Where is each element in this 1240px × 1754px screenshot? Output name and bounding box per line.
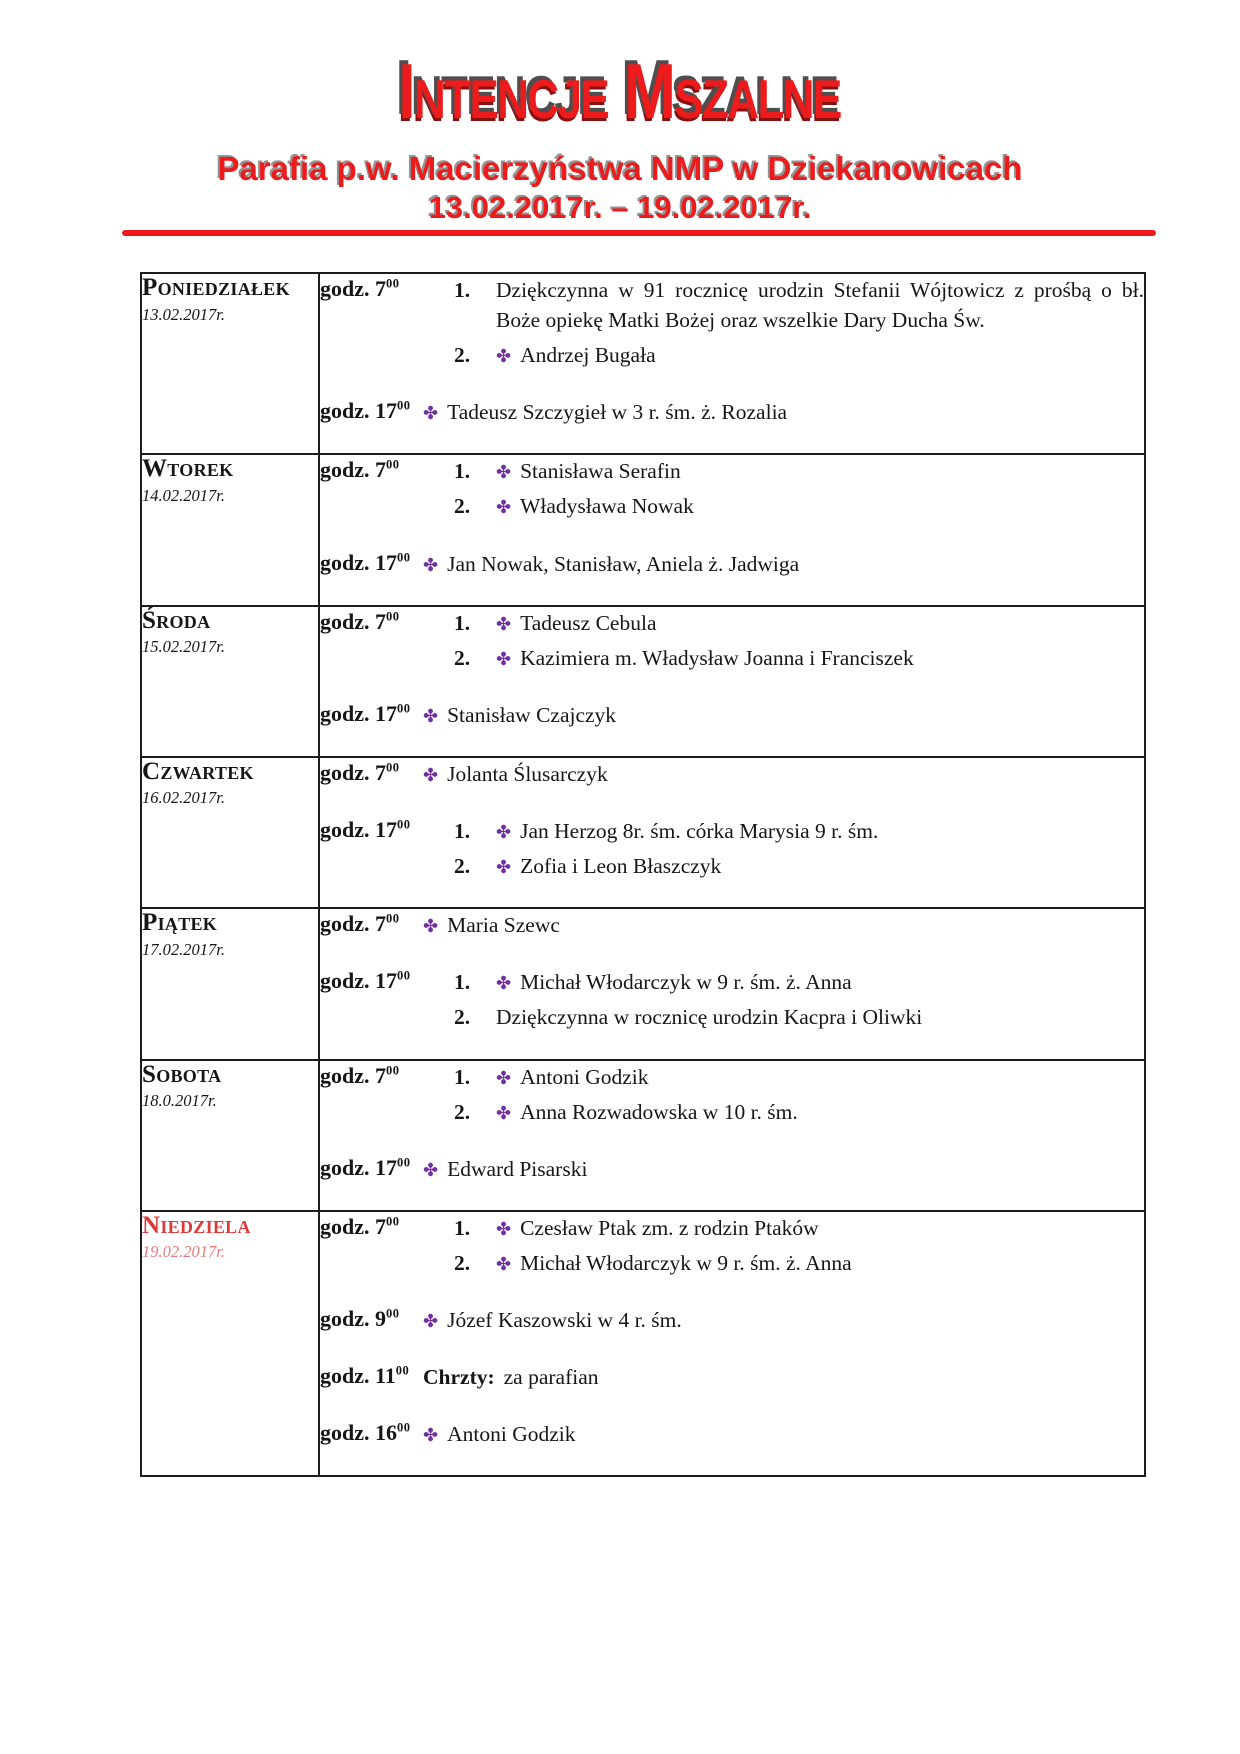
day-cell	[141, 1211, 319, 1476]
day-date: 15.02.2017r.	[142, 637, 225, 657]
intention-line	[423, 1213, 1144, 1243]
mass-entry	[320, 909, 1144, 945]
mass-time-sup: 00	[386, 1063, 400, 1078]
table-row	[141, 1211, 1145, 1476]
mass-time-label: godz. 7	[320, 759, 386, 785]
day-date: 14.02.2017r.	[142, 485, 225, 505]
intentions-list	[423, 1061, 1144, 1132]
mass-time-label: godz. 7	[320, 1062, 386, 1088]
intention-text: ✤ Maria Szewc	[423, 913, 560, 938]
mass-time-sup: 00	[397, 701, 411, 716]
mass-time-label: godz. 17	[320, 398, 397, 424]
page-title: Intencje Mszalne	[398, 47, 842, 135]
intention-line	[423, 1002, 1144, 1032]
cross-icon: ✤	[496, 648, 512, 670]
mass-entry	[320, 758, 1144, 794]
day-name: Środa	[142, 606, 211, 634]
mass-time-label: godz. 9	[320, 1305, 386, 1331]
intention-text: ✤ Władysława Nowak	[496, 494, 694, 519]
intentions-list	[423, 1361, 1144, 1397]
mass-entry	[320, 455, 1144, 526]
day-name: Piątek	[142, 909, 218, 937]
mass-time	[320, 1304, 423, 1340]
intention-line	[423, 816, 1144, 846]
intention-line	[423, 340, 1144, 370]
mass-time	[320, 1212, 423, 1283]
mass-time-sup: 00	[386, 760, 400, 775]
intention-line	[423, 1154, 1144, 1184]
cross-icon: ✤	[496, 497, 512, 519]
intention-number: 2.	[454, 854, 471, 879]
table-row	[141, 273, 1145, 454]
mass-time-sup: 00	[386, 1306, 400, 1321]
intentions-list	[423, 548, 1144, 584]
intention-number: 1.	[454, 970, 471, 995]
mass-entry	[320, 396, 1144, 432]
intention-text: ✤ Czesław Ptak zm. z rodzin Ptaków	[496, 1215, 819, 1240]
intention-text: ✤ Józef Kaszowski w 4 r. śm.	[423, 1307, 682, 1332]
cross-icon: ✤	[496, 462, 512, 484]
intention-text: ✤ Jan Nowak, Stanisław, Aniela ż. Jadwiga	[423, 551, 800, 576]
intention-line	[423, 910, 1144, 940]
day-cell	[141, 1060, 319, 1211]
masses-cell	[319, 1060, 1145, 1211]
date-range: 13.02.2017r. – 19.02.2017r.	[428, 189, 812, 225]
document-header	[0, 47, 1240, 225]
mass-time	[320, 607, 423, 678]
masses-cell	[319, 757, 1145, 908]
intention-line	[423, 456, 1144, 486]
intention-text: ✤ Tadeusz Szczygieł w 3 r. śm. ż. Rozalia	[423, 400, 788, 425]
mass-time	[320, 548, 423, 584]
mass-entry	[320, 1212, 1144, 1283]
mass-entry	[320, 1153, 1144, 1189]
mass-time-sup: 00	[386, 458, 400, 473]
mass-time-sup: 00	[386, 911, 400, 926]
masses-cell	[319, 606, 1145, 757]
mass-time-label: godz. 17	[320, 700, 397, 726]
mass-entry	[320, 607, 1144, 678]
mass-entry	[320, 699, 1144, 735]
cross-icon: ✤	[423, 554, 439, 576]
day-name: Czwartek	[142, 757, 254, 785]
intention-number: 2.	[454, 1250, 471, 1275]
cross-icon: ✤	[423, 403, 439, 425]
intention-number: 1.	[454, 610, 471, 635]
day-date: 13.02.2017r.	[142, 304, 225, 324]
mass-time-label: godz. 17	[320, 1154, 397, 1180]
day-date: 19.02.2017r.	[142, 1242, 225, 1262]
table-row	[141, 908, 1145, 1059]
intention-text: ✤ Zofia i Leon Błaszczyk	[496, 854, 722, 879]
intention-text: ✤ Michał Włodarczyk w 9 r. śm. ż. Anna	[496, 1250, 852, 1275]
mass-time-label: godz. 7	[320, 911, 386, 937]
cross-icon: ✤	[423, 916, 439, 938]
mass-time-sup: 00	[397, 1420, 411, 1435]
masses-cell	[319, 273, 1145, 454]
intention-text: ✤ Michał Włodarczyk w 9 r. śm. ż. Anna	[496, 970, 852, 995]
mass-time-label: godz. 16	[320, 1420, 397, 1446]
day-name: Poniedziałek	[142, 274, 290, 301]
intention-number: 1.	[454, 1064, 471, 1089]
intention-number: 2.	[454, 343, 471, 368]
intention-text: ✤ Kazimiera m. Władysław Joanna i Franciszek	[496, 645, 914, 670]
intention-line	[423, 397, 1144, 427]
intention-number: 2.	[454, 1099, 471, 1124]
mass-entry	[320, 548, 1144, 584]
mass-time	[320, 966, 423, 1037]
intention-number: 1.	[454, 819, 471, 844]
intention-number: 2.	[454, 645, 471, 670]
cross-icon: ✤	[496, 346, 512, 368]
intention-text: ✤ Andrzej Bugała	[496, 343, 656, 368]
day-date: 17.02.2017r.	[142, 939, 225, 959]
intention-line	[423, 1097, 1144, 1127]
mass-time	[320, 699, 423, 735]
intentions-list	[423, 815, 1144, 886]
intention-line	[423, 1419, 1144, 1449]
day-date: 16.02.2017r.	[142, 788, 225, 808]
intention-line	[423, 608, 1144, 638]
intentions-list	[423, 758, 1144, 794]
day-name: Sobota	[142, 1060, 222, 1088]
intentions-list	[423, 699, 1144, 735]
intentions-list	[423, 966, 1144, 1037]
mass-entry	[320, 815, 1144, 886]
cross-icon: ✤	[496, 1253, 512, 1275]
mass-entry	[320, 1061, 1144, 1132]
mass-time	[320, 1153, 423, 1189]
mass-time	[320, 274, 423, 375]
masses-cell	[319, 908, 1145, 1059]
mass-time-sup: 00	[397, 968, 411, 983]
mass-entry	[320, 966, 1144, 1037]
intentions-list	[423, 1153, 1144, 1189]
intentions-list	[423, 1304, 1144, 1340]
day-cell	[141, 908, 319, 1059]
masses-cell	[319, 1211, 1145, 1476]
intention-number: 2.	[454, 1005, 471, 1030]
parish-subtitle: Parafia p.w. Macierzyństwa NMP w Dziekanowicach	[217, 150, 1023, 187]
mass-schedule-table	[140, 272, 1146, 1477]
mass-time	[320, 1418, 423, 1454]
cross-icon: ✤	[496, 857, 512, 879]
cross-icon: ✤	[496, 973, 512, 995]
intention-text: ✤ Anna Rozwadowska w 10 r. śm.	[496, 1099, 798, 1124]
mass-entry	[320, 1361, 1144, 1397]
mass-entry	[320, 1418, 1144, 1454]
cross-icon: ✤	[423, 1425, 439, 1447]
cross-icon: ✤	[496, 1067, 512, 1089]
mass-time-sup: 00	[397, 398, 411, 413]
mass-time-sup: 00	[397, 817, 411, 832]
cross-icon: ✤	[496, 1102, 512, 1124]
mass-entry	[320, 1304, 1144, 1340]
intention-line	[423, 759, 1144, 789]
mass-time-label: godz. 7	[320, 276, 386, 301]
intention-number: 1.	[454, 1215, 471, 1240]
intention-line	[423, 549, 1144, 579]
intention-number: 1.	[454, 278, 471, 302]
mass-time-label: godz. 17	[320, 968, 397, 994]
masses-cell	[319, 454, 1145, 605]
mass-time-label: godz. 7	[320, 457, 386, 483]
day-name: Niedziela	[142, 1211, 251, 1239]
mass-time-sup: 00	[397, 550, 411, 565]
table-row	[141, 757, 1145, 908]
intentions-list	[423, 1212, 1144, 1283]
intention-line	[423, 967, 1144, 997]
intention-text: Dziękczynna w rocznicę urodzin Kacpra i Oliwki	[496, 1005, 923, 1030]
intentions-list	[423, 396, 1144, 432]
cross-icon: ✤	[423, 1159, 439, 1181]
mass-time	[320, 909, 423, 945]
mass-time	[320, 1061, 423, 1132]
intention-text: ✤ Antoni Godzik	[423, 1422, 576, 1447]
intentions-list	[423, 909, 1144, 945]
cross-icon: ✤	[423, 705, 439, 727]
day-date: 18.0.2017r.	[142, 1091, 217, 1110]
day-cell	[141, 757, 319, 908]
mass-time-sup: 00	[386, 609, 400, 624]
intention-number: 1.	[454, 459, 471, 484]
intention-text: ✤ Edward Pisarski	[423, 1156, 588, 1181]
mass-time-sup: 00	[397, 1155, 411, 1170]
mass-time-label: godz. 17	[320, 549, 397, 575]
mass-time-label: godz. 11	[320, 1363, 396, 1389]
mass-time	[320, 758, 423, 794]
intention-line	[423, 1062, 1144, 1092]
cross-icon: ✤	[496, 1218, 512, 1240]
intentions-list	[423, 607, 1144, 678]
cross-icon: ✤	[423, 764, 439, 786]
mass-entry	[320, 274, 1144, 375]
intention-text: ✤ Stanisław Czajczyk	[423, 702, 617, 727]
table-row	[141, 1060, 1145, 1211]
mass-time	[320, 396, 423, 432]
intention-number: 2.	[454, 494, 471, 519]
day-cell	[141, 606, 319, 757]
intention-line	[423, 1362, 1144, 1392]
intention-line	[423, 643, 1144, 673]
mass-time-sup: 00	[386, 1214, 400, 1229]
intention-text: Chrzty: za parafian	[423, 1365, 599, 1390]
mass-time-sup: 00	[386, 276, 400, 291]
day-name: Wtorek	[142, 455, 234, 483]
mass-time-sup: 00	[395, 1363, 410, 1378]
cross-icon: ✤	[423, 1310, 439, 1332]
intention-text: ✤ Tadeusz Cebula	[496, 610, 657, 635]
baptism-label: Chrzty:	[423, 1365, 495, 1390]
day-cell	[141, 273, 319, 454]
intention-text: ✤ Antoni Godzik	[496, 1064, 649, 1089]
mass-time-label: godz. 7	[320, 608, 386, 634]
intention-text: ✤ Jan Herzog 8r. śm. córka Marysia 9 r. śm.	[496, 819, 879, 844]
intention-text: ✤ Stanisława Serafin	[496, 459, 681, 484]
mass-time-label: godz. 17	[320, 817, 397, 843]
intention-line	[423, 1248, 1144, 1278]
mass-time	[320, 1361, 423, 1397]
table-row	[141, 606, 1145, 757]
mass-time	[320, 815, 423, 886]
intention-line	[423, 491, 1144, 521]
intention-text: ✤ Jolanta Ślusarczyk	[423, 761, 608, 786]
mass-time-label: godz. 7	[320, 1213, 386, 1239]
cross-icon: ✤	[496, 613, 512, 635]
cross-icon: ✤	[496, 822, 512, 844]
intention-line	[423, 275, 1144, 335]
table-row	[141, 454, 1145, 605]
intentions-list	[423, 274, 1144, 375]
mass-time	[320, 455, 423, 526]
intention-text: Dziękczynna w 91 rocznicę urodzin Stefanii Wójtowicz z prośbą o bł. Boże opiekę Matki Bożej oraz wszelkie Dary Ducha Św.	[496, 278, 1144, 333]
red-divider-line	[122, 230, 1156, 236]
day-cell	[141, 454, 319, 605]
intention-line	[423, 851, 1144, 881]
intentions-list	[423, 1418, 1144, 1454]
intention-line	[423, 700, 1144, 730]
intentions-list	[423, 455, 1144, 526]
intention-line	[423, 1305, 1144, 1335]
